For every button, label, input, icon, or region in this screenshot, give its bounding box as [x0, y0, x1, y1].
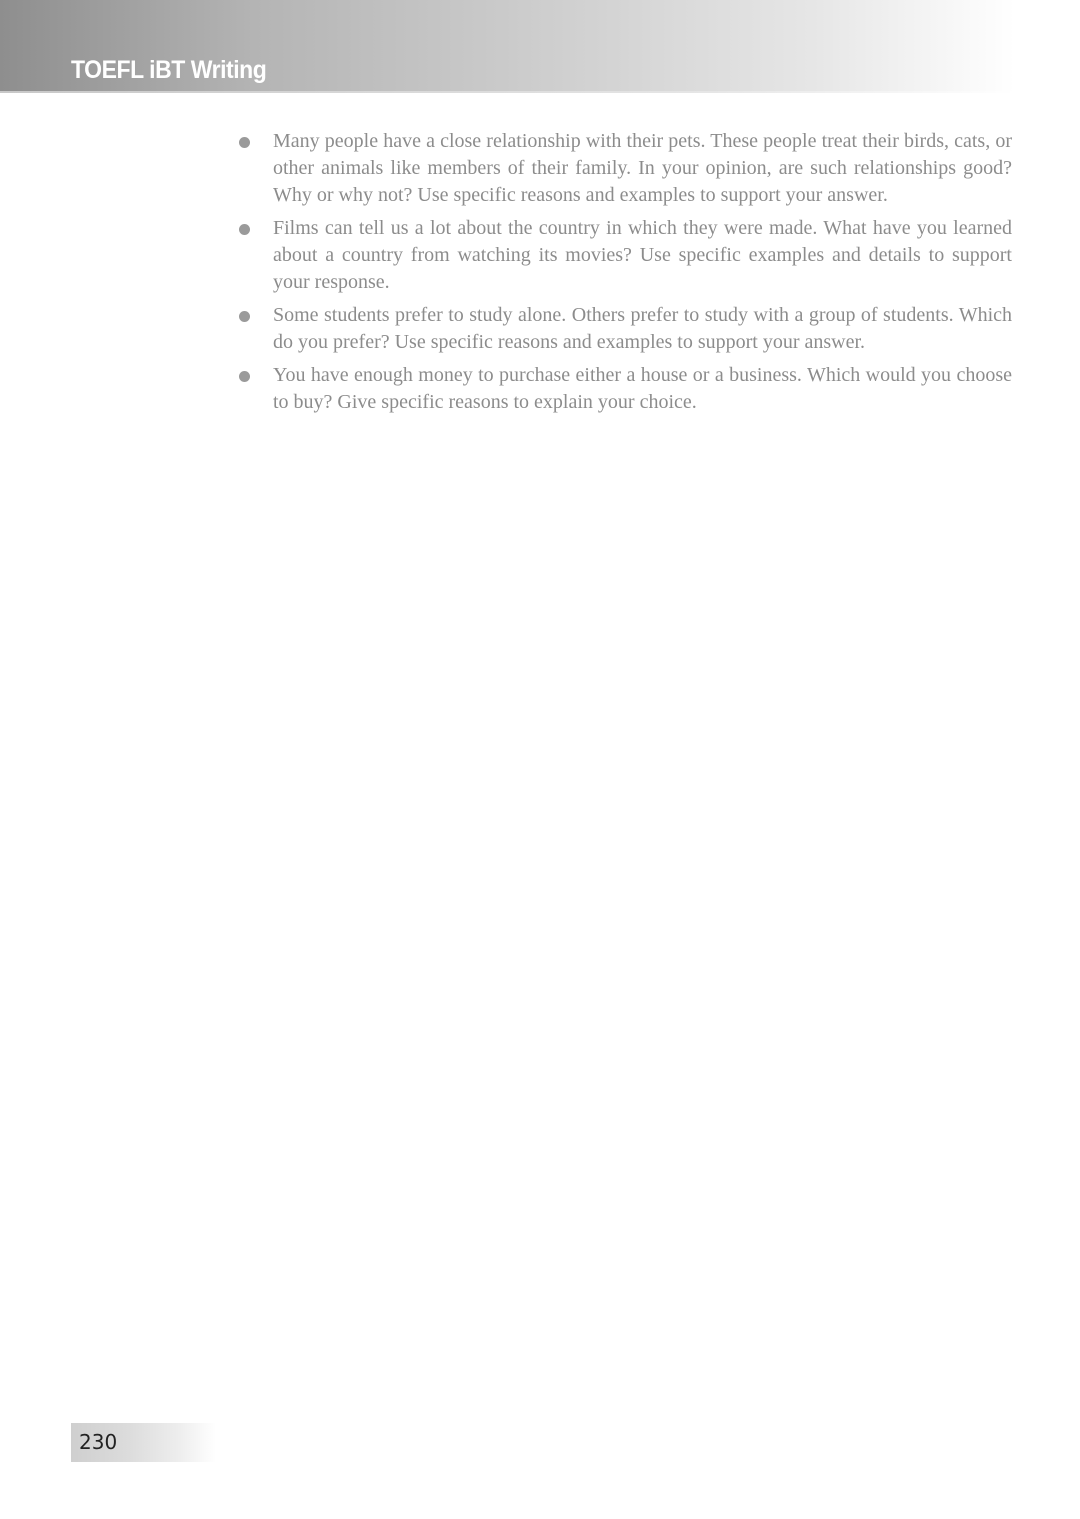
list-item — [236, 215, 1012, 296]
list-item — [236, 302, 1012, 356]
prompt-text: Some students prefer to study alone. Others prefer to study with a group of students. Which do you prefer? Use specific reasons and examples to support your answer. — [273, 304, 1012, 353]
prompt-text: Many people have a close relationship with their pets. These people treat their birds, cats, or other animals like members of their family. In your opinion, are such relationships good? Why or why not? Use specific reasons and examples to support your answer. — [273, 130, 1012, 206]
bullet-icon — [239, 137, 250, 148]
running-header-title: TOEFL iBT Writing — [71, 56, 267, 84]
page-number: 230 — [79, 1430, 118, 1454]
page-number-box — [71, 1423, 216, 1462]
prompt-text: You have enough money to purchase either a house or a business. Which would you choose to buy? Give specific reasons to explain your choice. — [273, 364, 1012, 413]
bullet-icon — [239, 311, 250, 322]
prompt-text: Films can tell us a lot about the country in which they were made. What have you learned about a country from watching its movies? Use specific examples and details to support your response. — [273, 217, 1012, 293]
header-rule — [0, 91, 1015, 93]
bullet-icon — [239, 224, 250, 235]
writing-prompt-list — [236, 128, 1012, 422]
list-item — [236, 362, 1012, 416]
bullet-icon — [239, 371, 250, 382]
list-item — [236, 128, 1012, 209]
